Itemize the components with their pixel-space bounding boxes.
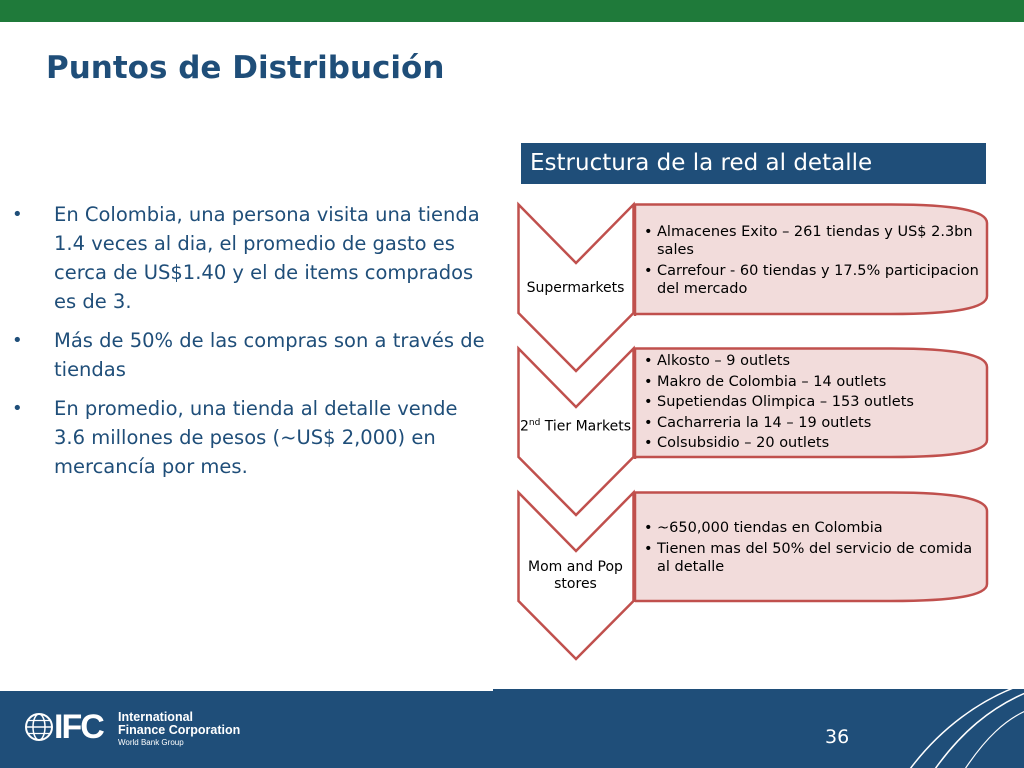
- panel-dot: •: [644, 263, 653, 279]
- panel-item: [642, 262, 987, 298]
- footer-divider: [0, 689, 493, 691]
- panel-item: [642, 434, 987, 452]
- panel-dot: •: [644, 414, 653, 431]
- panel-item: [642, 223, 987, 259]
- panel-text: Colsubsidio – 20 outlets: [657, 435, 830, 451]
- top-accent-bar: [0, 0, 1024, 22]
- panel-dot: •: [644, 373, 653, 390]
- globe-icon: [24, 712, 54, 742]
- bullet-text: En Colombia, una persona visita una tienda 1.4 veces al dia, el promedio de gasto es cerca de US$1.40 y el de items comprados es de 3.: [54, 203, 480, 313]
- chevron-label-text: Tier Markets: [540, 418, 632, 435]
- logo-line-2: Finance Corporation: [118, 723, 241, 737]
- bullet-dot: •: [12, 204, 23, 225]
- panel-text: Almacenes Exito – 261 tiendas y US$ 2.3bn sales: [657, 224, 973, 258]
- chevron-label-number: 2: [519, 418, 529, 435]
- bullet-list: [10, 200, 490, 491]
- chevron-label-sup: nd: [528, 418, 541, 428]
- panel-text: Tienen mas del 50% del servicio de comida al detalle: [657, 541, 973, 575]
- panel-dot: •: [644, 353, 653, 369]
- panel-item: [642, 352, 987, 370]
- panel-dot: •: [644, 394, 653, 410]
- panel-item: [642, 414, 987, 432]
- panel-text: Supetiendas Olimpica – 153 outlets: [657, 394, 914, 410]
- diagram-title: Estructura de la red al detalle: [521, 143, 986, 184]
- panel-text: Alkosto – 9 outlets: [657, 353, 791, 369]
- panel-dot: •: [644, 224, 653, 240]
- bullet-text: Más de 50% de las compras son a través de tiendas: [54, 329, 485, 381]
- panel-dot: •: [644, 520, 653, 536]
- panel-item: [642, 373, 987, 391]
- diagram-row-mom-and-pop: [517, 491, 989, 661]
- chevron-label: [517, 415, 634, 436]
- page-number: 36: [825, 726, 850, 748]
- panel-text: ~650,000 tiendas en Colombia: [657, 520, 883, 536]
- logo-line-3: World Bank Group: [118, 738, 184, 747]
- footer: [0, 689, 1024, 768]
- panel-dot: •: [644, 435, 653, 451]
- panel-item: [642, 393, 987, 411]
- panel-list: [642, 352, 987, 455]
- logo-line-1: International: [118, 710, 194, 724]
- chevron-label: Supermarkets: [526, 280, 625, 296]
- panel-text: Makro de Colombia – 14 outlets: [657, 373, 887, 390]
- panel-item: [642, 540, 987, 576]
- bullet-dot: •: [12, 330, 23, 351]
- bullet-item: [10, 394, 490, 481]
- panel-item: [642, 519, 987, 537]
- bullet-dot: •: [12, 398, 23, 419]
- panel-list: [642, 519, 987, 579]
- bullet-item: [10, 326, 490, 384]
- panel-text: Cacharreria la 14 – 19 outlets: [657, 414, 872, 431]
- panel-dot: •: [644, 541, 653, 557]
- chevron-label: Mom and Pop stores: [528, 559, 623, 592]
- slide-title: Puntos de Distribución: [46, 50, 445, 86]
- logo-text: [118, 711, 240, 748]
- bullet-text: En promedio, una tienda al detalle vende 3.6 millones de pesos (~US$ 2,000) en mercancía por mes.: [54, 397, 458, 478]
- decorative-wave-lines: [880, 689, 1024, 768]
- bullet-item: [10, 200, 490, 316]
- logo-mark: IFC: [54, 708, 103, 746]
- panel-text: Carrefour - 60 tiendas y 17.5% participacion del mercado: [657, 263, 979, 297]
- panel-list: [642, 223, 987, 301]
